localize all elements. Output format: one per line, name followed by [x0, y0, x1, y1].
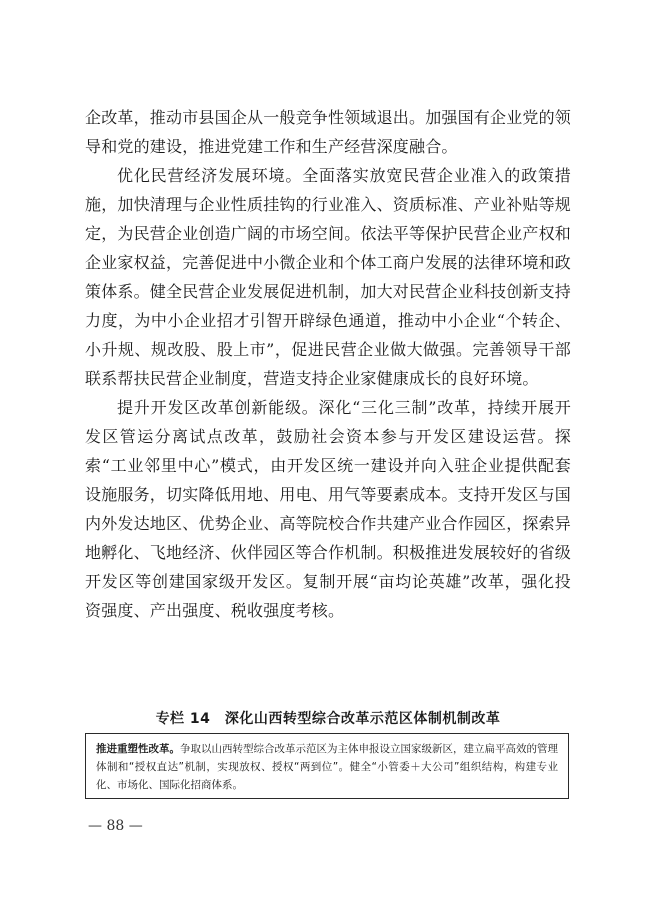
- page-number: — 88 —: [88, 818, 143, 834]
- paragraph-1: 企改革，推动市县国企从一般竞争性领域退出。加强国有企业党的领导和党的建设，推进党建工作和生产经营深度融合。: [85, 108, 572, 156]
- paragraph-3: 提升开发区改革创新能级。深化“三化三制”改革，持续开展开发区管运分离试点改革，鼓励社会资本参与开发区建设运营。探索“工业邻里中心”模式，由开发区统一建设并向入驻企业提供配套设施服务，切实降低用地、用电、用气等要素成本。支持开发区与国内外发达地区、优势企业、高等院校合作共建产业合作园区，探索异地孵化、飞地经济、伙伴园区等合作机制。积极推进发展较好的省级开发区等创建国家级开发区。复制开展“亩均论英雄”改革，强化投资强度、产出强度、税收强度考核。: [85, 398, 572, 620]
- feature-box: [85, 733, 569, 799]
- body-text: [85, 103, 571, 625]
- box-title: 专栏 14 深化山西转型综合改革示范区体制机制改革: [155, 711, 501, 727]
- box-text: 争取以山西转型综合改革示范区为主体申报设立国家级新区，建立扁平高效的管理体制和“授权直达”机制，实现放权、授权“两到位”。健全“小管委＋大公司”组织结构，构建专业化、市场化、国际化招商体系。: [96, 743, 558, 791]
- box-content: [96, 740, 558, 794]
- paragraph-2: 优化民营经济发展环境。全面落实放宽民营企业准入的政策措施，加快清理与企业性质挂钩的行业准入、资质标准、产业补贴等规定，为民营企业创造广阔的市场空间。依法平等保护民营企业产权和企业家权益，完善促进中小微企业和个体工商户发展的法律环境和政策体系。健全民营企业发展促进机制，加大对民营企业科技创新支持力度，为中小企业招才引智开辟绿色通道，推动中小企业“个转企、小升规、规改股、股上市”，促进民营企业做大做强。完善领导干部联系帮扶民营企业制度，营造支持企业家健康成长的良好环境。: [85, 166, 572, 388]
- box-lead: 推进重塑性改革。: [96, 743, 180, 755]
